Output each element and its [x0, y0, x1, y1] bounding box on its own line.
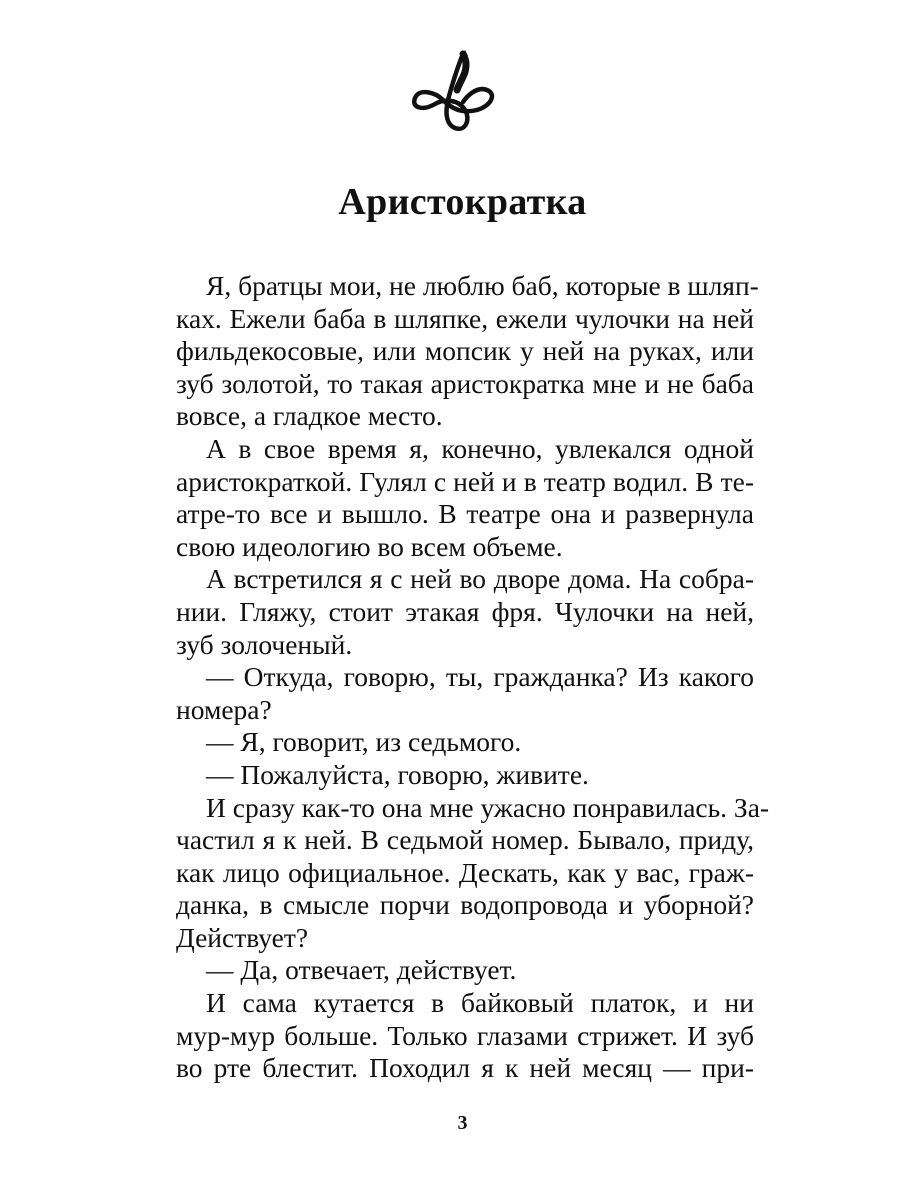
text-line: аристократкой. Гулял с ней и в театр водил. В те-: [176, 465, 754, 497]
text-line: А в свое время я, конечно, увлекался одной: [206, 432, 754, 464]
text-line: зуб золотой, то такая аристократка мне и не баба: [176, 367, 754, 399]
text-line: — Пожалуйста, говорю, живите.: [206, 758, 589, 790]
text-line: — Откуда, говорю, ты, гражданка? Из какого: [206, 661, 754, 693]
paragraph: [176, 987, 754, 1085]
text-line: зуб золоченый.: [176, 628, 353, 660]
text-line: ках. Ежели баба в шляпке, ежели чулочки на ней: [176, 302, 754, 334]
chapter-title: Аристократка: [338, 181, 587, 223]
text-line: А встретился я с ней во дворе дома. На собра-: [206, 563, 754, 595]
text-line: фильдекосовые, или мопсик у ней на руках, или: [176, 335, 754, 367]
text-line: И сама кутается в байковый платок, и ни: [206, 987, 754, 1019]
text-line: атре-то все и вышло. В театре она и развернула: [176, 498, 754, 530]
paragraph: [176, 563, 754, 661]
paragraph: [176, 726, 754, 759]
text-line: мур-мур больше. Только глазами стрижет. И зуб: [176, 1019, 754, 1051]
paragraph: [176, 791, 770, 955]
text-line: Действует?: [176, 921, 309, 953]
text-line: свою идеологию во всем объеме.: [176, 530, 563, 562]
text-line: И сразу как-то она мне ужасно понравилась. За-: [206, 791, 770, 823]
text-line: данка, в смысле порчи водопровода и уборной?: [176, 889, 754, 921]
paragraph: [176, 661, 754, 726]
text-line: частил я к ней. В седьмой номер. Бывало, приду,: [176, 824, 754, 856]
paragraph: [176, 759, 754, 792]
text-line: номера?: [176, 693, 272, 725]
paragraph: [176, 270, 759, 433]
body-text: [176, 270, 770, 1085]
paragraph: [176, 954, 754, 987]
flourish-icon: [405, 48, 505, 138]
text-line: вовсе, а гладкое место.: [176, 400, 443, 432]
text-line: как лицо официальное. Дескать, как у вас, граж-: [176, 856, 754, 888]
text-line: нии. Гляжу, стоит этакая фря. Чулочки на ней,: [176, 595, 754, 627]
text-line: во рте блестит. Походил я к ней месяц — при-: [176, 1052, 754, 1084]
page-number: 3: [457, 1112, 468, 1134]
paragraph: [176, 433, 754, 563]
text-line: — Я, говорит, из седьмого.: [206, 726, 522, 758]
text-line: Я, братцы мои, не люблю баб, которые в шляп-: [206, 270, 759, 301]
text-line: — Да, отвечает, действует.: [206, 954, 517, 986]
